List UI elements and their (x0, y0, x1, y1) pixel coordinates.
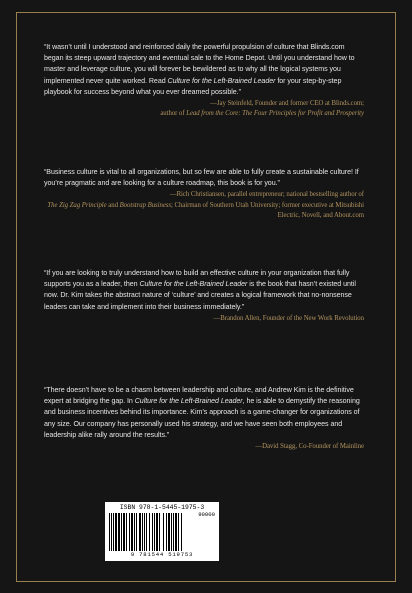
endorsement-steinfeld (44, 42, 364, 119)
ean-digits: 9 781544 519753 (130, 551, 194, 558)
book-title-reference: Culture for the Left-Brained Leader (167, 76, 276, 85)
book-title-reference: Culture for the Left-Brained Leader (139, 280, 248, 289)
barcode-bars (109, 513, 215, 551)
endorsement-stagg (44, 385, 364, 452)
isbn-barcode (105, 502, 219, 561)
endorsement-allen (44, 268, 364, 324)
isbn-label: ISBN 978-1-5445-1975-3 (119, 504, 205, 511)
endorsement-christiansen (44, 167, 364, 221)
barcode-bar (182, 513, 183, 551)
endorsement-attribution: —Rich Christiansen, parallel entrepreneur; national bestselling author of The Zig Zag Principle and Bootstrap Business; Chairman of Southern Utah University; former executive at Mitsubishi Electric, Novell, and About.com (47, 191, 364, 219)
endorsement-quote: “If you are looking to truly understand how to build an effective culture in your organization that fully supports you as a leader, then Culture for the Left-Brained Leader is the book that hasn’t existed until now. Dr. Kim takes the abstract nature of ‘culture’ and creates a logical framework that no-nonsense leaders can take and implement into their business immediately.” (44, 269, 356, 311)
book-title-reference: Culture for the Left-Brained Leader (134, 397, 243, 406)
endorsement-quote: “Business culture is vital to all organizations, but so few are able to fully create a sustainable culture! If you’re pragmatic and are looking for a culture roadmap, this book is for you.” (44, 168, 359, 188)
endorsement-attribution: —Brandon Allen, Founder of the New Work Revolution (213, 314, 364, 322)
endorsement-attribution: —David Stagg, Co-Founder of Mainline (255, 443, 364, 451)
endorsement-quote: “It wasn’t until I understood and reinforced daily the powerful propulsion of culture that Blinds.com began its steep upward trajectory and eventual sale to the Home Depot. Until you understand how to master and leverage culture, you will forever be bewildered as to why all the logical systems you implemented never quite worked. Read Culture for the Left-Brained Leader for your step-by-step playbook for success beyond what you ever dreamed possible.” (44, 43, 355, 96)
endorsement-attribution: —Jay Steinfeld, Founder and former CEO at Blinds.com; author of Lead from the Core: The Four Principles for Profit and Prosperity (160, 100, 364, 118)
price-code: 90000 (198, 511, 215, 518)
endorsement-quote: “There doesn’t have to be a chasm between leadership and culture, and Andrew Kim is the definitive expert at bridging the gap. In Culture for the Left-Brained Leader, he is able to demystify the reasoning and business incentives behind its importance. Kim’s approach is a game-changer for organizations of any size. Our company has personally used his strategy, and we have seen both employees and leadership alike rally around the results.” (44, 386, 360, 439)
